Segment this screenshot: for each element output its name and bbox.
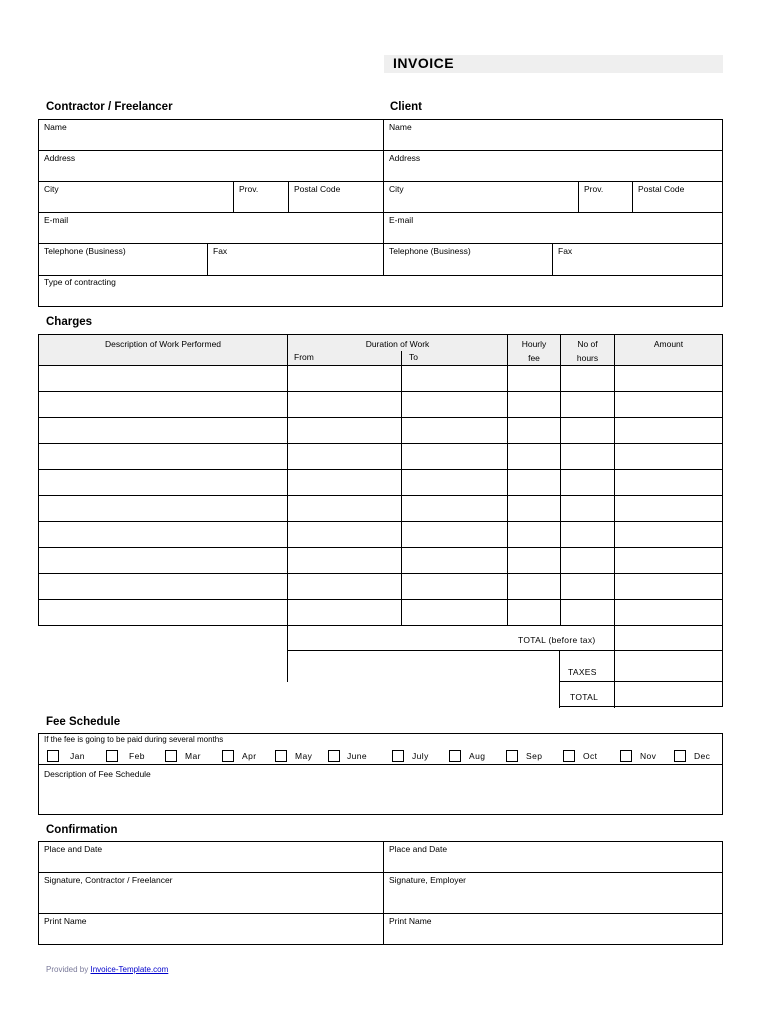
charges-table bbox=[38, 334, 723, 626]
from-cell[interactable] bbox=[288, 392, 402, 418]
hours-cell[interactable] bbox=[561, 522, 615, 548]
to-cell[interactable] bbox=[402, 444, 508, 470]
checkbox-may[interactable] bbox=[275, 750, 287, 762]
hours-cell[interactable] bbox=[561, 418, 615, 444]
month-label-oct: Oct bbox=[583, 751, 598, 761]
month-label-nov: Nov bbox=[640, 751, 657, 761]
description-cell[interactable] bbox=[39, 470, 288, 496]
from-cell[interactable] bbox=[288, 600, 402, 626]
col-hours-header: No of hours bbox=[561, 335, 615, 366]
from-cell[interactable] bbox=[288, 366, 402, 392]
invoice-title-bar bbox=[384, 55, 723, 73]
col-to-header: To bbox=[409, 352, 418, 362]
print-name-left-field[interactable]: Print Name bbox=[44, 916, 87, 926]
col-amount-header: Amount bbox=[615, 335, 723, 366]
amount-cell[interactable] bbox=[615, 470, 723, 496]
month-label-apr: Apr bbox=[242, 751, 257, 761]
client-prov-field[interactable]: Prov. bbox=[584, 184, 604, 194]
amount-cell[interactable] bbox=[615, 574, 723, 600]
month-label-may: May bbox=[295, 751, 313, 761]
checkbox-dec[interactable] bbox=[674, 750, 686, 762]
fee-schedule-heading: Fee Schedule bbox=[46, 716, 121, 728]
charge-row bbox=[39, 444, 723, 470]
charge-row bbox=[39, 392, 723, 418]
hourly-fee-cell[interactable] bbox=[508, 418, 561, 444]
contractor-name-field[interactable]: Name bbox=[44, 122, 67, 132]
party-info-box bbox=[38, 119, 723, 307]
hourly-fee-cell[interactable] bbox=[508, 444, 561, 470]
from-cell[interactable] bbox=[288, 548, 402, 574]
charge-row bbox=[39, 470, 723, 496]
month-label-feb: Feb bbox=[129, 751, 145, 761]
description-cell[interactable] bbox=[39, 574, 288, 600]
footer bbox=[46, 965, 168, 974]
to-cell[interactable] bbox=[402, 522, 508, 548]
hours-cell[interactable] bbox=[561, 574, 615, 600]
from-cell[interactable] bbox=[288, 444, 402, 470]
hourly-fee-cell[interactable] bbox=[508, 548, 561, 574]
contractor-email-field[interactable]: E-mail bbox=[44, 215, 69, 225]
hours-cell[interactable] bbox=[561, 366, 615, 392]
to-cell[interactable] bbox=[402, 392, 508, 418]
amount-cell[interactable] bbox=[615, 600, 723, 626]
hourly-fee-cell[interactable] bbox=[508, 496, 561, 522]
charge-row bbox=[39, 418, 723, 444]
fee-schedule-description-field[interactable]: Description of Fee Schedule bbox=[44, 769, 151, 779]
footer-provided-by: Provided by bbox=[46, 965, 89, 974]
signature-employer-field[interactable]: Signature, Employer bbox=[389, 875, 467, 885]
checkbox-june[interactable] bbox=[328, 750, 340, 762]
description-cell[interactable] bbox=[39, 392, 288, 418]
from-cell[interactable] bbox=[288, 418, 402, 444]
place-date-right-field[interactable]: Place and Date bbox=[389, 844, 448, 854]
checkbox-sep[interactable] bbox=[506, 750, 518, 762]
charge-row bbox=[39, 600, 723, 626]
checkbox-oct[interactable] bbox=[563, 750, 575, 762]
confirmation-heading: Confirmation bbox=[46, 824, 118, 836]
col-description-header: Description of Work Performed bbox=[39, 335, 288, 366]
month-label-july: July bbox=[412, 751, 429, 761]
to-cell[interactable] bbox=[402, 548, 508, 574]
footer-link[interactable]: Invoice-Template.com bbox=[90, 965, 169, 974]
from-cell[interactable] bbox=[288, 496, 402, 522]
month-label-aug: Aug bbox=[469, 751, 486, 761]
hours-cell[interactable] bbox=[561, 444, 615, 470]
amount-cell[interactable] bbox=[615, 548, 723, 574]
to-cell[interactable] bbox=[402, 418, 508, 444]
contractor-address-field[interactable]: Address bbox=[44, 153, 76, 163]
checkbox-mar[interactable] bbox=[165, 750, 177, 762]
checkbox-july[interactable] bbox=[392, 750, 404, 762]
charge-row bbox=[39, 522, 723, 548]
month-label-june: June bbox=[347, 751, 368, 761]
month-label-dec: Dec bbox=[694, 751, 711, 761]
contractor-heading: Contractor / Freelancer bbox=[46, 101, 173, 113]
taxes-label: TAXES bbox=[568, 667, 597, 677]
charge-row bbox=[39, 496, 723, 522]
charge-row bbox=[39, 366, 723, 392]
description-cell[interactable] bbox=[39, 444, 288, 470]
hours-cell[interactable] bbox=[561, 496, 615, 522]
col-hourly-header: Hourly fee bbox=[508, 335, 561, 366]
signature-contractor-field[interactable]: Signature, Contractor / Freelancer bbox=[44, 875, 173, 885]
contractor-city-field[interactable]: City bbox=[44, 184, 59, 194]
description-cell[interactable] bbox=[39, 366, 288, 392]
hourly-fee-cell[interactable] bbox=[508, 574, 561, 600]
contractor-fax-field[interactable]: Fax bbox=[213, 246, 228, 256]
from-cell[interactable] bbox=[288, 470, 402, 496]
client-address-field[interactable]: Address bbox=[389, 153, 421, 163]
hourly-fee-cell[interactable] bbox=[508, 366, 561, 392]
charges-heading: Charges bbox=[46, 316, 93, 328]
invoice-title: INVOICE bbox=[393, 55, 455, 71]
place-date-left-field[interactable]: Place and Date bbox=[44, 844, 103, 854]
client-postal-field[interactable]: Postal Code bbox=[638, 184, 685, 194]
to-cell[interactable] bbox=[402, 366, 508, 392]
client-fax-field[interactable]: Fax bbox=[558, 246, 573, 256]
hourly-fee-cell[interactable] bbox=[508, 392, 561, 418]
col-from-header: From bbox=[294, 352, 314, 362]
description-cell[interactable] bbox=[39, 496, 288, 522]
amount-cell[interactable] bbox=[615, 418, 723, 444]
contractor-telephone-field[interactable]: Telephone (Business) bbox=[44, 246, 126, 256]
confirmation-box bbox=[38, 841, 723, 945]
checkbox-jan[interactable] bbox=[47, 750, 59, 762]
client-email-field[interactable]: E-mail bbox=[389, 215, 414, 225]
total-label: TOTAL bbox=[570, 692, 599, 702]
contracting-type-field[interactable]: Type of contracting bbox=[44, 277, 116, 287]
description-cell[interactable] bbox=[39, 600, 288, 626]
to-cell[interactable] bbox=[402, 470, 508, 496]
from-cell[interactable] bbox=[288, 522, 402, 548]
hourly-fee-cell[interactable] bbox=[508, 522, 561, 548]
col-duration-header: Duration of Work From To bbox=[288, 335, 508, 366]
hourly-fee-cell[interactable] bbox=[508, 600, 561, 626]
client-name-field[interactable]: Name bbox=[389, 122, 412, 132]
charge-row bbox=[39, 574, 723, 600]
client-city-field[interactable]: City bbox=[389, 184, 404, 194]
description-cell[interactable] bbox=[39, 548, 288, 574]
month-label-sep: Sep bbox=[526, 751, 543, 761]
hours-cell[interactable] bbox=[561, 470, 615, 496]
total-before-tax-label: TOTAL (before tax) bbox=[518, 635, 596, 645]
amount-cell[interactable] bbox=[615, 392, 723, 418]
amount-cell[interactable] bbox=[615, 366, 723, 392]
charge-row bbox=[39, 548, 723, 574]
hours-cell[interactable] bbox=[561, 548, 615, 574]
hours-cell[interactable] bbox=[561, 600, 615, 626]
charges-header-row bbox=[39, 335, 723, 366]
fee-schedule-note: If the fee is going to be paid during several months bbox=[44, 735, 224, 744]
amount-cell[interactable] bbox=[615, 444, 723, 470]
month-label-jan: Jan bbox=[70, 751, 85, 761]
checkbox-feb[interactable] bbox=[106, 750, 118, 762]
amount-cell[interactable] bbox=[615, 522, 723, 548]
description-cell[interactable] bbox=[39, 522, 288, 548]
to-cell[interactable] bbox=[402, 600, 508, 626]
client-heading: Client bbox=[390, 101, 422, 113]
checkbox-apr[interactable] bbox=[222, 750, 234, 762]
amount-cell[interactable] bbox=[615, 496, 723, 522]
hourly-fee-cell[interactable] bbox=[508, 470, 561, 496]
from-cell[interactable] bbox=[288, 574, 402, 600]
hours-cell[interactable] bbox=[561, 392, 615, 418]
contractor-prov-field[interactable]: Prov. bbox=[239, 184, 259, 194]
client-telephone-field[interactable]: Telephone (Business) bbox=[389, 246, 471, 256]
to-cell[interactable] bbox=[402, 496, 508, 522]
checkbox-nov[interactable] bbox=[620, 750, 632, 762]
checkbox-aug[interactable] bbox=[449, 750, 461, 762]
print-name-right-field[interactable]: Print Name bbox=[389, 916, 432, 926]
description-cell[interactable] bbox=[39, 418, 288, 444]
to-cell[interactable] bbox=[402, 574, 508, 600]
month-label-mar: Mar bbox=[185, 751, 201, 761]
contractor-postal-field[interactable]: Postal Code bbox=[294, 184, 341, 194]
